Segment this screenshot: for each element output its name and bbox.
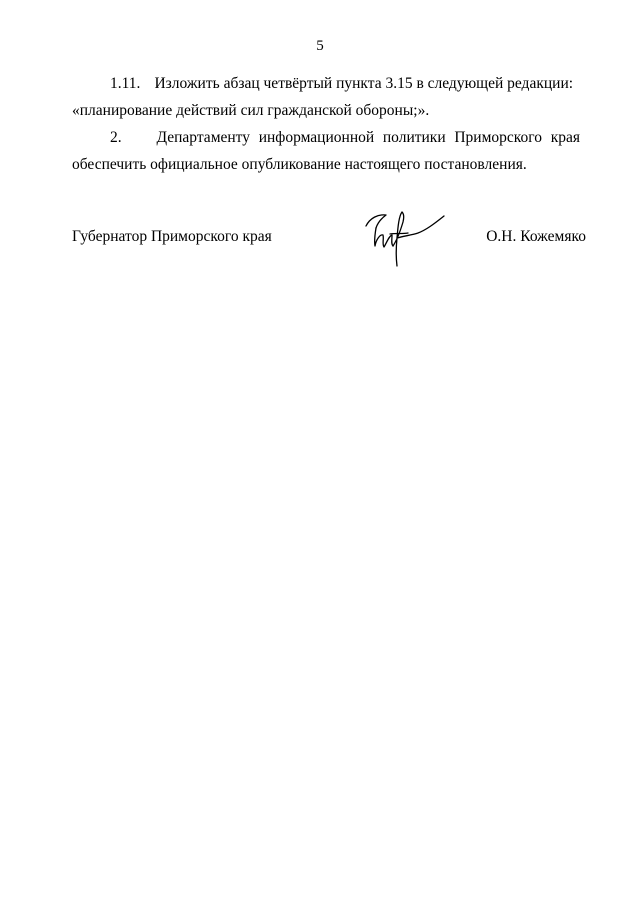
item-number: 2. (110, 129, 122, 146)
handwritten-signature (360, 204, 452, 274)
item-text: Департаменту информационной политики Приморского края (156, 129, 580, 146)
page-number: 5 (316, 38, 324, 54)
item-text: Изложить абзац четвёртый пункта 3.15 в следующей редакции: (154, 75, 574, 92)
paragraph-item-2 (72, 124, 580, 178)
paragraph-item-1-11-first-line (72, 70, 580, 97)
paragraph-item-1-11 (72, 70, 580, 124)
paragraph-item-2-second-line: обеспечить официальное опубликование настоящего постановления. (72, 156, 527, 173)
item-number: 1.11. (110, 75, 141, 92)
signature-block (72, 226, 586, 276)
quoted-text: «планирование действий сил гражданской обороны;». (72, 102, 430, 119)
signatory-position: Губернатор Приморского края (72, 228, 272, 245)
signatory-name: О.Н. Кожемяко (486, 228, 586, 245)
paragraph-item-2-first-line (72, 124, 580, 151)
